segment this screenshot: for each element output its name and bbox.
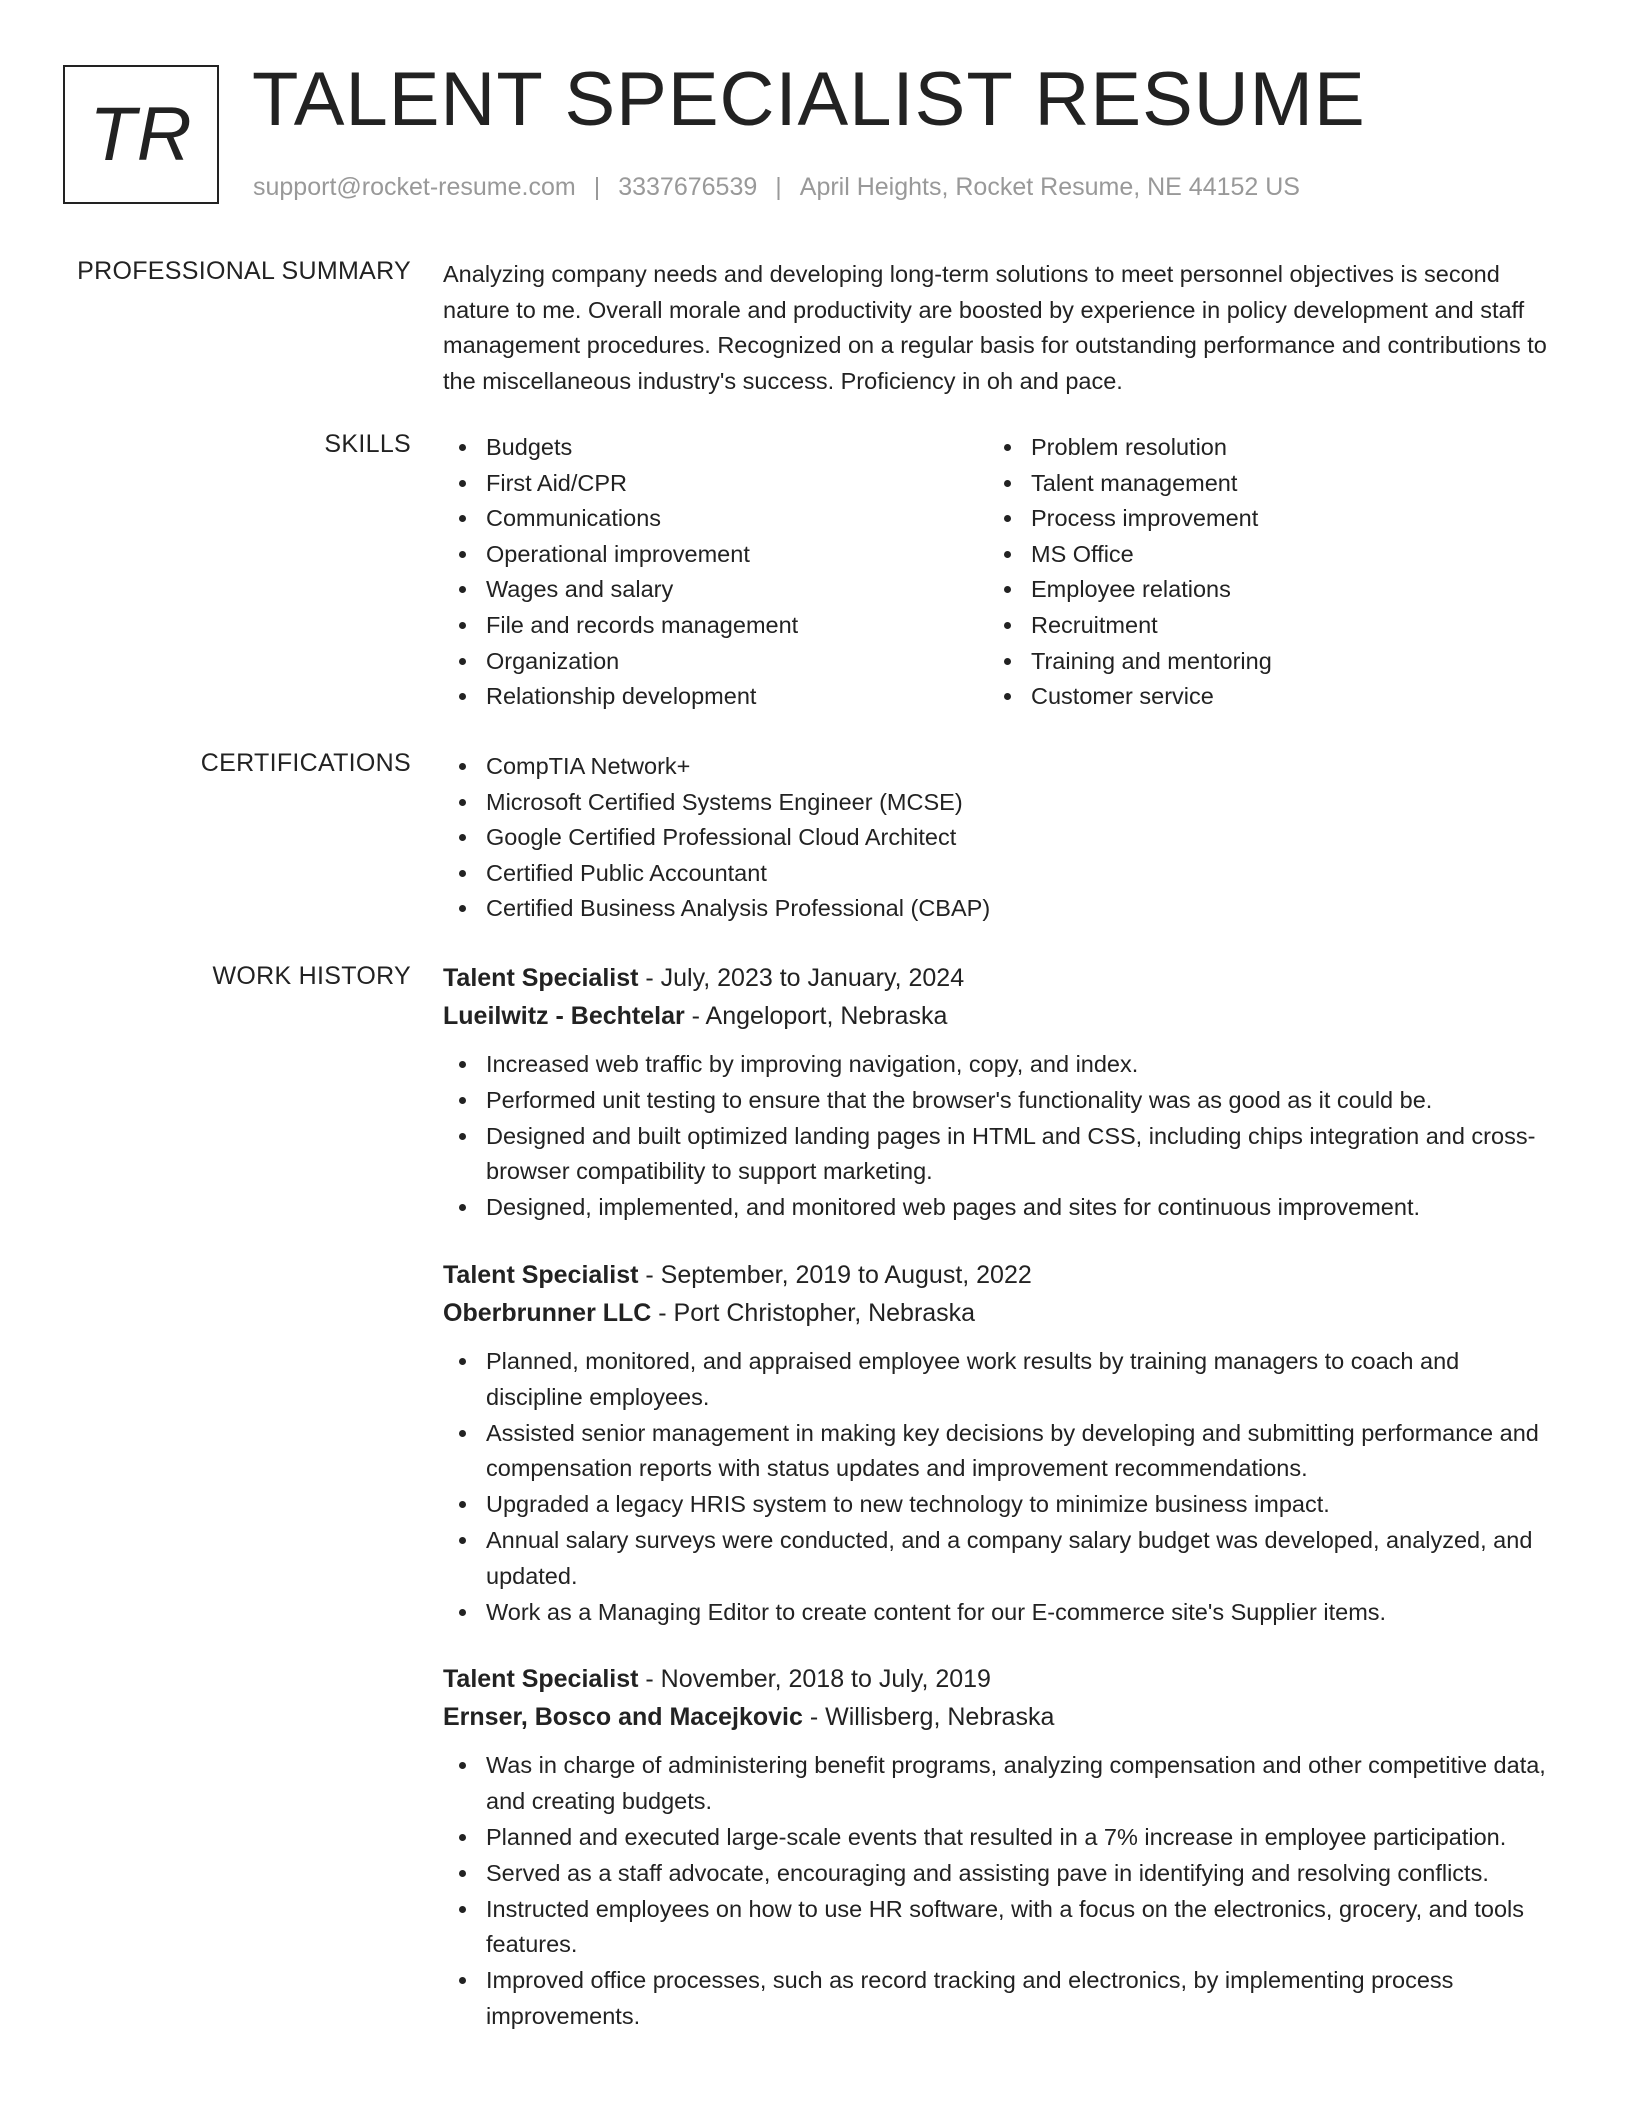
- certification-item: Google Certified Professional Cloud Architect: [486, 820, 1553, 856]
- skill-item: Customer service: [1031, 679, 1533, 715]
- job-company-line: [443, 1294, 1553, 1332]
- certification-item: Microsoft Certified Systems Engineer (MCSE): [486, 785, 1553, 821]
- job-dates: - November, 2018 to July, 2019: [638, 1665, 991, 1694]
- job-bullet: Increased web traffic by improving navigation, copy, and index.: [486, 1047, 1553, 1083]
- job-bullet: Annual salary surveys were conducted, and a company salary budget was developed, analyzed, and updated.: [486, 1523, 1553, 1595]
- certification-item: CompTIA Network+: [486, 749, 1553, 785]
- contact-separator: |: [775, 173, 782, 201]
- skill-item: Operational improvement: [486, 537, 988, 573]
- job-company: Lueilwitz - Bechtelar: [443, 1002, 685, 1030]
- skill-item: File and records management: [486, 608, 988, 644]
- section-label: SKILLS: [324, 430, 411, 458]
- contact-separator: |: [593, 173, 601, 201]
- job-title: Talent Specialist: [443, 1665, 639, 1694]
- job-bullet: Planned and executed large-scale events that resulted in a 7% increase in employee participation.: [486, 1820, 1553, 1856]
- job-title: Talent Specialist: [443, 1260, 639, 1289]
- skill-item: Training and mentoring: [1031, 644, 1533, 680]
- job-title-line: [443, 1660, 1553, 1698]
- job-bullet: Upgraded a legacy HRIS system to new technology to minimize business impact.: [486, 1487, 1553, 1523]
- job-entry: [443, 1660, 1553, 2034]
- job-bullet: Planned, monitored, and appraised employee work results by training managers to coach and discipline employees.: [486, 1344, 1553, 1416]
- job-entry: [443, 959, 1553, 1226]
- job-bullets: [443, 1047, 1553, 1226]
- contact-line: [253, 173, 1300, 202]
- job-title: Talent Specialist: [443, 964, 639, 992]
- section-label: WORK HISTORY: [212, 962, 411, 990]
- job-location: - Angeloport, Nebraska: [684, 1002, 948, 1030]
- job-bullet: Was in charge of administering benefit programs, analyzing compensation and other competitive data, and creating budgets.: [486, 1748, 1553, 1820]
- skill-item: Relationship development: [486, 679, 988, 715]
- job-dates: - July, 2023 to January, 2024: [638, 964, 965, 992]
- section-label: PROFESSIONAL SUMMARY: [77, 257, 411, 285]
- skill-item: Employee relations: [1031, 572, 1533, 608]
- job-bullets: [443, 1344, 1553, 1630]
- job-dates: - September, 2019 to August, 2022: [638, 1260, 1032, 1289]
- job-bullet: Designed and built optimized landing pages in HTML and CSS, including chips integration and cross-browser compatibility to support marketing.: [486, 1119, 1553, 1191]
- work-history-body: [443, 959, 1553, 2065]
- certifications-body: [443, 749, 1553, 927]
- job-company: Oberbrunner LLC: [443, 1298, 652, 1327]
- contact-address: April Heights, Rocket Resume, NE 44152 US: [799, 173, 1300, 201]
- contact-email[interactable]: support@rocket-resume.com: [253, 173, 576, 201]
- skill-item: Budgets: [486, 430, 988, 466]
- skill-item: Problem resolution: [1031, 430, 1533, 466]
- job-bullet: Performed unit testing to ensure that the browser's functionality was as good as it could be.: [486, 1083, 1553, 1119]
- contact-phone[interactable]: 3337676539: [618, 173, 758, 201]
- job-bullet: Work as a Managing Editor to create content for our E-commerce site's Supplier items.: [486, 1595, 1553, 1631]
- job-bullets: [443, 1748, 1553, 2034]
- summary-text: Analyzing company needs and developing long-term solutions to meet personnel objectives is second nature to me. Overall morale and productivity are boosted by experience in policy development and staff management procedures. Recognized on a regular basis for outstanding performance and contributions to the miscellaneous industry's success. Proficiency in oh and pace.: [443, 261, 1547, 394]
- job-title-line: [443, 1256, 1553, 1294]
- certification-item: Certified Public Accountant: [486, 856, 1553, 892]
- job-title-line: [443, 959, 1553, 997]
- certification-item: Certified Business Analysis Professional (CBAP): [486, 891, 1553, 927]
- skills-body: [443, 430, 1553, 715]
- skill-item: First Aid/CPR: [486, 466, 988, 502]
- job-bullet: Served as a staff advocate, encouraging and assisting pave in identifying and resolving conflicts.: [486, 1856, 1553, 1892]
- job-location: - Willisberg, Nebraska: [802, 1703, 1055, 1732]
- skills-list-right: [988, 430, 1533, 715]
- job-bullet: Instructed employees on how to use HR software, with a focus on the electronics, grocery, and tools features.: [486, 1892, 1553, 1964]
- skill-item: Communications: [486, 501, 988, 537]
- job-bullet: Designed, implemented, and monitored web pages and sites for continuous improvement.: [486, 1190, 1553, 1226]
- skill-item: Process improvement: [1031, 501, 1533, 537]
- job-location: - Port Christopher, Nebraska: [651, 1298, 976, 1327]
- monogram-logo: TR: [63, 65, 219, 204]
- skill-item: Recruitment: [1031, 608, 1533, 644]
- skills-list-left: [443, 430, 988, 715]
- skill-item: MS Office: [1031, 537, 1533, 573]
- job-entry: [443, 1256, 1553, 1630]
- skill-item: Organization: [486, 644, 988, 680]
- job-company: Ernser, Bosco and Macejkovic: [443, 1703, 803, 1732]
- page-title: TALENT SPECIALIST RESUME: [252, 57, 1366, 142]
- skill-item: Wages and salary: [486, 572, 988, 608]
- job-company-line: [443, 997, 1553, 1035]
- section-label: CERTIFICATIONS: [200, 749, 411, 777]
- certifications-list: [443, 749, 1553, 927]
- job-company-line: [443, 1698, 1553, 1736]
- job-bullet: Improved office processes, such as record tracking and electronics, by implementing process improvements.: [486, 1963, 1553, 2035]
- job-bullet: Assisted senior management in making key decisions by developing and submitting performance and compensation reports with status updates and improvement recommendations.: [486, 1416, 1553, 1488]
- skill-item: Talent management: [1031, 466, 1533, 502]
- summary-body: [443, 257, 1553, 399]
